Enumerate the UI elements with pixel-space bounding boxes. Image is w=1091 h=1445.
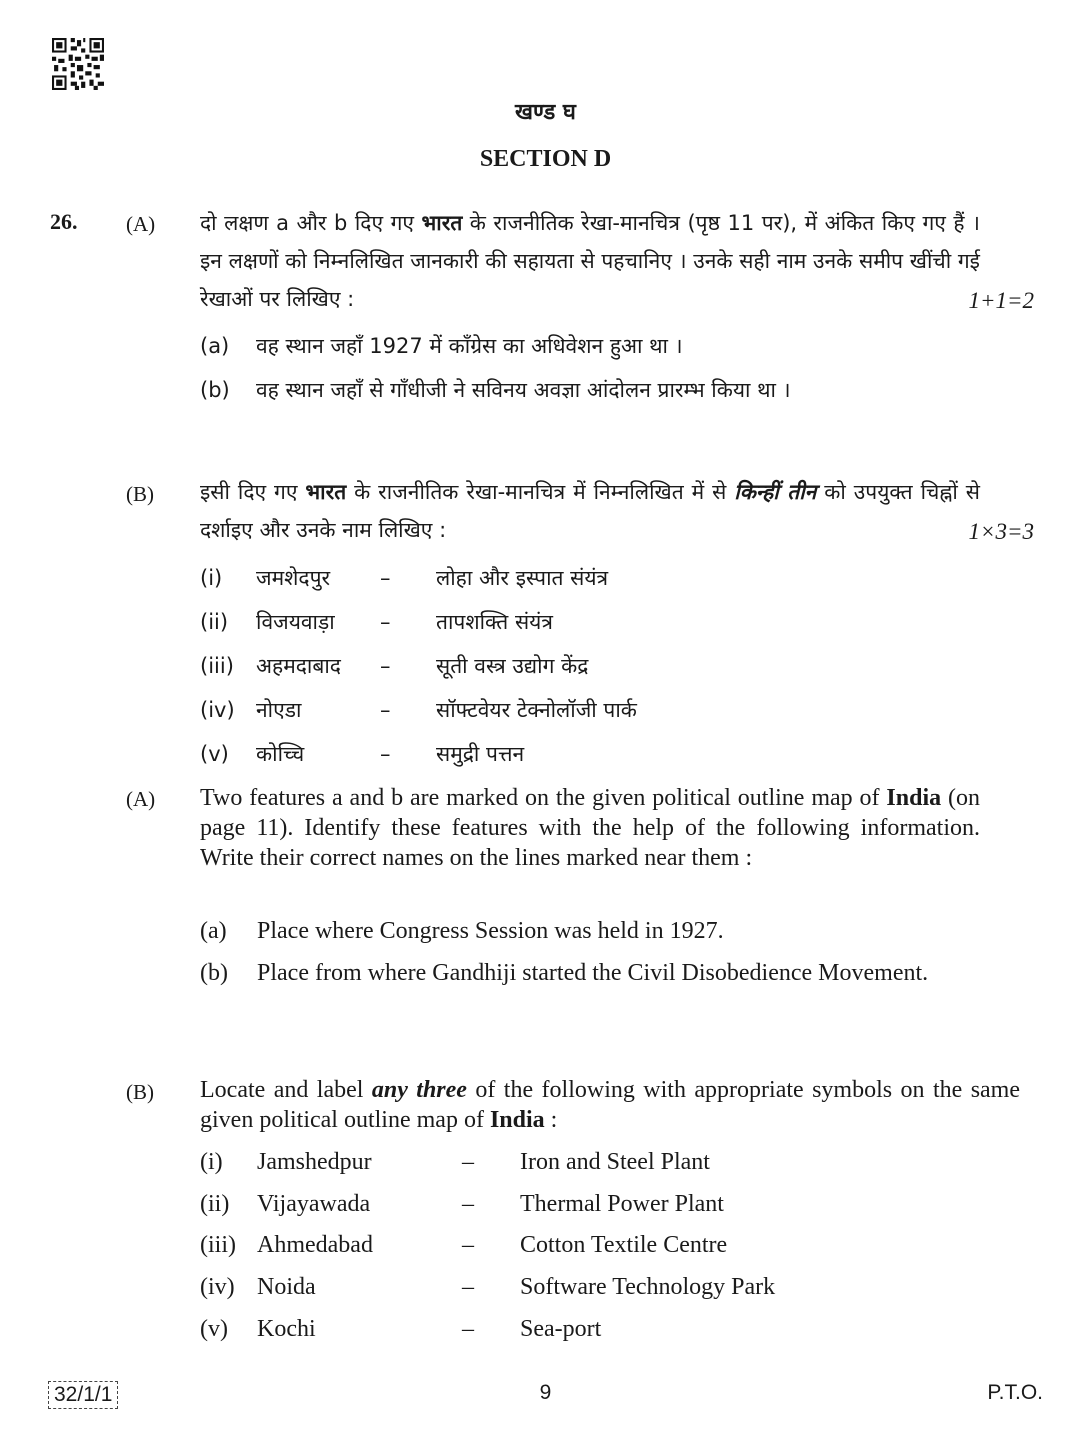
paper-code: 32/1/1 <box>48 1381 118 1409</box>
hindi-part-a-label: (A) <box>126 212 156 236</box>
list-item: (a) वह स्थान जहाँ 1927 में काँग्रेस का अधिवेशन हुआ था । <box>200 334 683 358</box>
hindi-part-a-text: दो लक्षण a और b दिए गए भारत के राजनीतिक रेखा-मानचित्र (पृष्ठ 11 पर), में अंकित किए गए हैं । इन लक्षणों को निम्नलिखित जानकारी की सहायता से पहचानिए । उनके सही नाम उनके समीप खींची गई रेखाओं पर लिखिए : <box>200 211 980 311</box>
list-item: (b) Place from where Gandhiji started the Civil Disobedience Movement. <box>200 960 929 986</box>
list-item: (ii) विजयवाड़ा – तापशक्ति संयंत्र <box>200 610 553 634</box>
hindi-part-b-label: (B) <box>126 482 154 506</box>
english-part-a-text: Two features a and b are marked on the given political outline map of India (on page 11). Identify these features with the help of the following information. Write their correct names on the lines marked near them : <box>200 785 980 871</box>
list-item: (i) Jamshedpur – Iron and Steel Plant <box>200 1149 710 1175</box>
english-part-b-label: (B) <box>126 1080 154 1104</box>
hindi-part-b-marks: 1×3=3 <box>968 519 1034 544</box>
english-part-b-text: Locate and label any three of the following with appropriate symbols on the same given political outline map of India : <box>200 1077 1021 1133</box>
question-number: 26. <box>50 209 78 234</box>
hindi-part-b-text: इसी दिए गए भारत के राजनीतिक रेखा-मानचित्र में निम्नलिखित में से किन्हीं तीन को उपयुक्त चिह्नों से दर्शाइए और उनके नाम लिखिए : <box>200 480 980 542</box>
hindi-part-b-emphasis: किन्हीं तीन <box>734 480 817 504</box>
list-item: (i) जमशेदपुर – लोहा और इस्पात संयंत्र <box>200 566 609 590</box>
list-item: (iii) Ahmedabad – Cotton Textile Centre <box>200 1232 728 1258</box>
english-part-a-label: (A) <box>126 787 156 811</box>
hindi-part-a-bold: भारत <box>421 211 463 235</box>
list-item: (iii) अहमदाबाद – सूती वस्त्र उद्योग केंद्र <box>200 654 589 678</box>
list-item: (b) वह स्थान जहाँ से गाँधीजी ने सविनय अवज्ञा आंदोलन प्रारम्भ किया था । <box>200 378 791 402</box>
section-heading-hindi: खण्ड घ <box>515 99 576 125</box>
page-number: 9 <box>539 1381 552 1404</box>
list-item: (iv) Noida – Software Technology Park <box>200 1274 776 1300</box>
list-item: (iv) नोएडा – सॉफ्टवेयर टेक्नोलॉजी पार्क <box>200 698 637 722</box>
pto-label: P.T.O. <box>987 1381 1043 1404</box>
list-item: (ii) Vijayawada – Thermal Power Plant <box>200 1191 724 1217</box>
list-item: (a) Place where Congress Session was held in 1927. <box>200 918 724 944</box>
section-heading: SECTION D <box>479 146 612 172</box>
hindi-part-a-marks: 1+1=2 <box>968 288 1034 313</box>
qr-code-icon <box>52 38 104 90</box>
english-part-b-emphasis: any three <box>371 1077 467 1103</box>
list-item: (v) कोच्चि – समुद्री पत्तन <box>200 742 525 766</box>
list-item: (v) Kochi – Sea-port <box>200 1316 602 1342</box>
english-part-a-bold: India <box>886 785 942 811</box>
